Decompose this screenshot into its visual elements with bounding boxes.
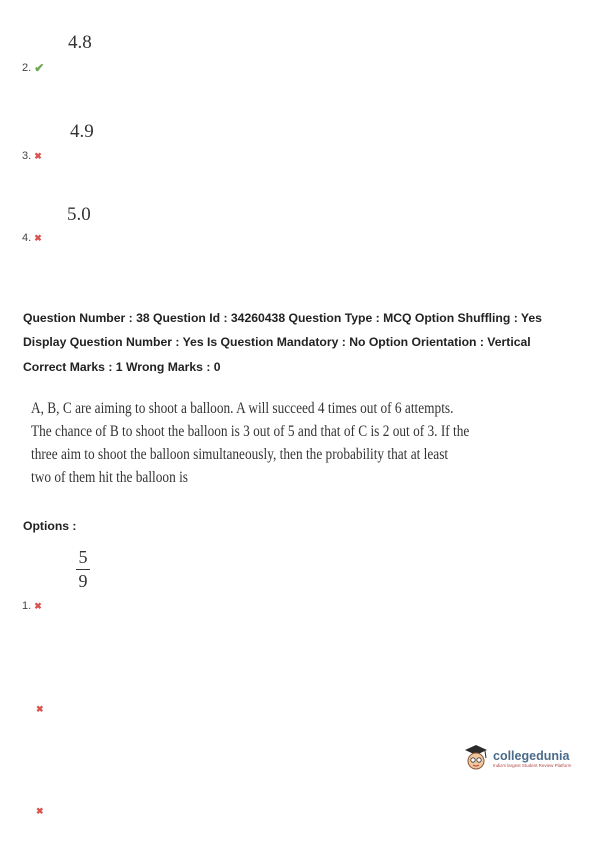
question-meta-line-3: Correct Marks : 1 Wrong Marks : 0 xyxy=(23,360,221,374)
question-text: A, B, C are aiming to shoot a balloon. A will succeed 4 times out of 6 attempts. The chance of B to shoot the balloon is 3 out of 5 and that of C is 2 out of 3. If the three aim to shoot the balloon simultaneously, then the probability that at least two of them hit the balloon is xyxy=(31,400,470,486)
option-4-value: 5.0 xyxy=(67,204,91,225)
option-4-label xyxy=(22,232,42,244)
logo-tagline: India's largest Student Review Platform xyxy=(493,762,572,768)
fraction-bar xyxy=(76,569,90,570)
cross-icon: ✖ xyxy=(34,232,42,243)
cross-icon: ✖ xyxy=(36,806,44,816)
option-1-label xyxy=(22,600,42,612)
cross-icon: ✖ xyxy=(34,150,42,161)
question-meta-line-2: Display Question Number : Yes Is Question Mandatory : No Option Orientation : Vertical xyxy=(23,335,531,349)
cross-icon: ✖ xyxy=(34,600,42,611)
check-icon: ✔ xyxy=(34,61,45,75)
cross-icon: ✖ xyxy=(36,704,44,714)
option-number: 1. xyxy=(22,600,32,612)
fraction-denominator: 9 xyxy=(78,571,88,591)
fraction-numerator: 5 xyxy=(78,547,88,567)
option-number: 4. xyxy=(22,232,32,244)
option-number: 3. xyxy=(22,150,32,162)
option-3-label xyxy=(22,150,42,162)
option-number: 2. xyxy=(22,62,32,74)
logo-name: collegedunia xyxy=(493,748,570,763)
option-1-fraction xyxy=(73,548,93,591)
option-2-label xyxy=(22,61,44,75)
mascot-icon xyxy=(463,743,489,773)
question-meta-line-1: Question Number : 38 Question Id : 34260438 Question Type : MCQ Option Shuffling : Yes xyxy=(23,311,542,325)
option-3-value: 4.9 xyxy=(70,121,94,142)
option-2-value: 4.8 xyxy=(68,32,92,53)
options-heading: Options : xyxy=(23,519,77,533)
collegedunia-logo xyxy=(463,743,571,773)
